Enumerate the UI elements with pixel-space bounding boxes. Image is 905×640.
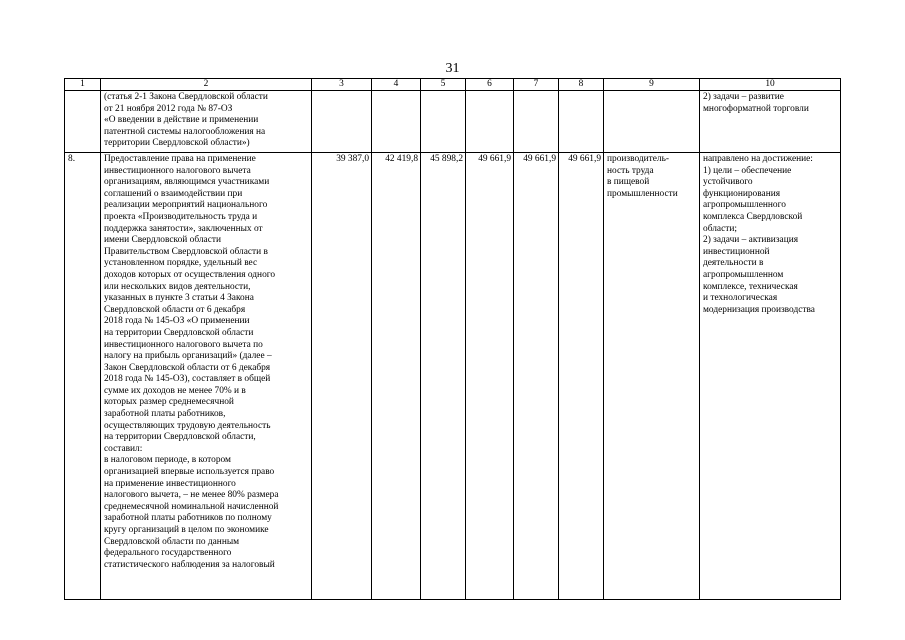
column-header: 6: [466, 79, 514, 91]
column-header: 7: [514, 79, 559, 91]
row-number-cell: [65, 91, 101, 153]
value-cell-col5: [421, 91, 466, 153]
value-cell-col3: [312, 91, 372, 153]
column-header: 1: [65, 79, 101, 91]
column-header: 10: [700, 79, 841, 91]
description-cell: Предоставление права на применение инвестиционного налогового вычета организациям, являющимся участниками соглашений о взаимодействии при реализации мероприятий национального проекта «Производительность труда и поддержка занятости», заключенных от имени Свердловской области Правительством Свердловской области в установленном порядке, удельный вес доходов которых от осуществления одного или нескольких видов деятельности, указанных в пункте 3 статьи 4 Закона Свердловской области от 6 декабря 2018 года № 145-ОЗ «О применении на территории Свердловской области инвестиционного налогового вычета по налогу на прибыль организаций» (далее – Закон Свердловской области от 6 декабря 2018 года № 145-ОЗ), составляет в общей сумме их доходов не менее 70% и в которых размер среднемесячной заработной платы работников, осуществляющих трудовую деятельность на территории Свердловской области, составил: в налоговом периоде, в котором организацией впервые используется право на применение инвестиционного налогового вычета, – не менее 80% размера среднемесячной номинальной начисленной заработной платы работников по полному кругу организаций в целом по экономике Свердловской области по данным федерального государственного статистического наблюдения за налоговый: [101, 153, 312, 600]
column-header: 3: [312, 79, 372, 91]
value-cell-col7: 49 661,9: [514, 153, 559, 600]
indicator-cell: [604, 91, 700, 153]
column-header: 9: [604, 79, 700, 91]
value-cell-col6: [466, 91, 514, 153]
column-header: 8: [559, 79, 604, 91]
table-header-row: [65, 79, 841, 91]
column-header: 2: [101, 79, 312, 91]
value-cell-col4: 42 419,8: [372, 153, 421, 600]
table-row: [65, 91, 841, 153]
goal-cell: направлено на достижение: 1) цели – обеспечение устойчивого функционирования агропромышленного комплекса Свердловской области; 2) задачи – активизация инвестиционной деятельности в агропромышленном комплексе, техническая и технологическая модернизация производства: [700, 153, 841, 600]
value-cell-col8: 49 661,9: [559, 153, 604, 600]
indicator-cell: производитель- ность труда в пищевой промышленности: [604, 153, 700, 600]
table-row: [65, 153, 841, 600]
description-cell: (статья 2-1 Закона Свердловской области от 21 ноября 2012 года № 87-ОЗ «О введении в действие и применении патентной системы налогообложения на территории Свердловской области»): [101, 91, 312, 153]
column-header: 4: [372, 79, 421, 91]
budget-table: [64, 78, 841, 600]
value-cell-col5: 45 898,2: [421, 153, 466, 600]
column-header: 5: [421, 79, 466, 91]
value-cell-col6: 49 661,9: [466, 153, 514, 600]
goal-cell: 2) задачи – развитие многоформатной торговли: [700, 91, 841, 153]
page-number: 31: [445, 61, 460, 76]
value-cell-col7: [514, 91, 559, 153]
value-cell-col4: [372, 91, 421, 153]
value-cell-col3: 39 387,0: [312, 153, 372, 600]
value-cell-col8: [559, 91, 604, 153]
row-number-cell: 8.: [65, 153, 101, 600]
